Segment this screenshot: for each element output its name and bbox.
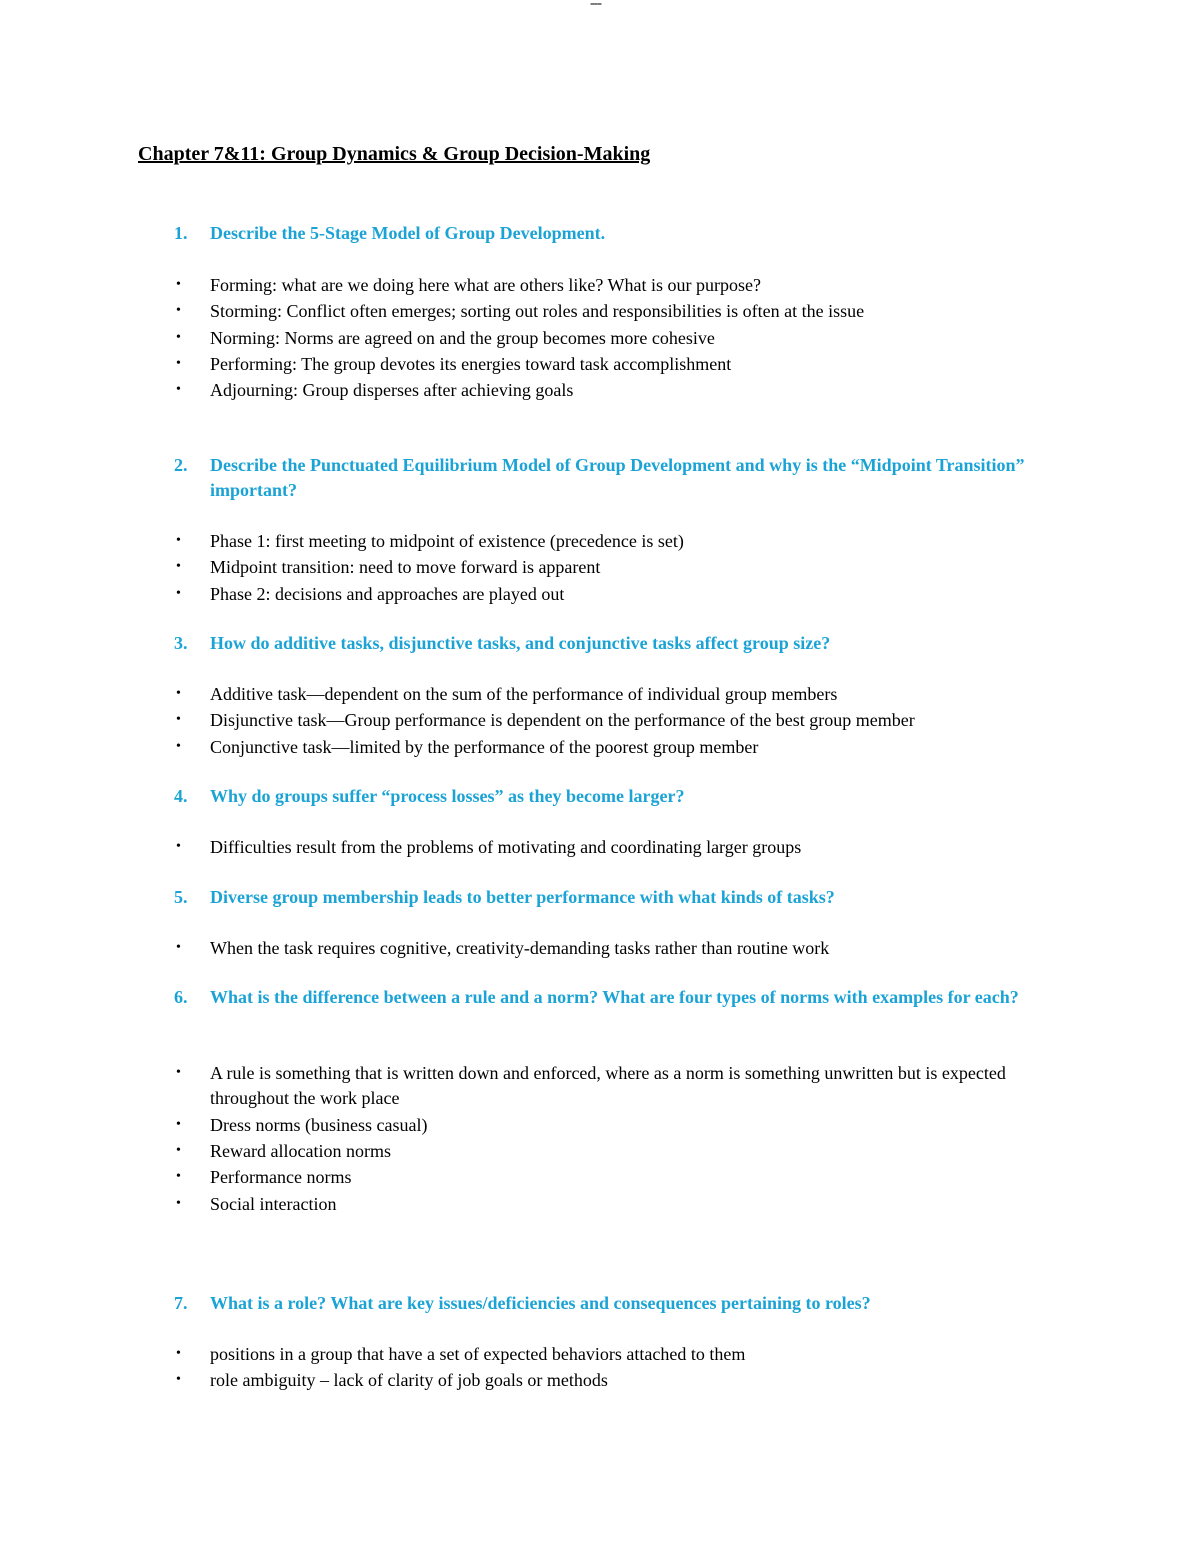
question-number: 4.: [174, 786, 188, 806]
answer-text: Norming: Norms are agreed on and the group becomes more cohesive: [210, 327, 715, 348]
list-item: [174, 325, 1074, 351]
bullet-icon: •: [176, 940, 181, 955]
question-6: [174, 985, 1044, 1010]
list-item: [174, 935, 1074, 961]
bullet-icon: •: [176, 712, 181, 728]
answer-text: Midpoint transition: need to move forward is apparent: [210, 557, 601, 578]
bullet-icon: •: [176, 1169, 181, 1185]
question-3: [174, 631, 1044, 656]
answer-text: Disjunctive task—Group performance is dependent on the performance of the best group member: [210, 710, 915, 731]
answer-text: Phase 2: decisions and approaches are played out: [210, 583, 565, 604]
bullet-icon: •: [176, 1065, 181, 1080]
answer-list-4: [174, 834, 1074, 860]
bullet-icon: •: [176, 1116, 181, 1132]
bullet-icon: •: [176, 329, 181, 345]
bullet-icon: •: [176, 1372, 181, 1388]
answer-text: Storming: Conflict often emerges; sorting out roles and responsibilities is often at the issue: [210, 301, 865, 322]
bullet-icon: •: [176, 533, 181, 548]
list-item: [174, 1341, 1074, 1367]
answer-list-6: [174, 1061, 1074, 1217]
answer-text: Conjunctive task—limited by the performance of the poorest group member: [210, 736, 759, 757]
question-2: [174, 453, 1044, 502]
question-1: [174, 221, 1044, 246]
list-item: [174, 377, 1074, 403]
answer-list-5: [174, 935, 1074, 961]
bullet-icon: •: [176, 1143, 181, 1159]
answer-list-1: [174, 272, 1074, 403]
page-header-mark: ---: [590, 0, 601, 11]
question-text: Describe the 5-Stage Model of Group Development.: [210, 223, 606, 243]
question-text: How do additive tasks, disjunctive tasks, and conjunctive tasks affect group size?: [210, 633, 831, 653]
question-text: What is the difference between a rule and a norm? What are four types of norms with examples for each?: [210, 987, 1019, 1007]
list-item: [174, 707, 1074, 733]
list-item: [174, 1164, 1074, 1190]
list-item: [174, 581, 1074, 607]
bullet-icon: •: [176, 355, 181, 371]
question-text: Describe the Punctuated Equilibrium Model of Group Development and why is the “Midpoint Transition” important?: [210, 455, 1025, 500]
question-number: 1.: [174, 223, 188, 243]
bullet-icon: •: [176, 559, 181, 575]
list-item: [174, 528, 1074, 554]
question-number: 7.: [174, 1293, 188, 1313]
list-item: [174, 1367, 1074, 1393]
answer-list-7: [174, 1341, 1074, 1394]
question-text: What is a role? What are key issues/deficiencies and consequences pertaining to roles?: [210, 1293, 871, 1313]
question-number: 6.: [174, 987, 188, 1007]
answer-text: Phase 1: first meeting to midpoint of existence (precedence is set): [210, 531, 684, 551]
answer-text: Performance norms: [210, 1167, 352, 1188]
list-item: [174, 272, 1074, 298]
list-item: [174, 1112, 1074, 1138]
list-item: [174, 1061, 1040, 1112]
answer-text: Difficulties result from the problems of motivating and coordinating larger groups: [210, 837, 802, 857]
list-item: [174, 351, 1074, 377]
question-number: 2.: [174, 455, 188, 475]
bullet-icon: •: [176, 1346, 181, 1361]
question-number: 3.: [174, 633, 188, 653]
question-text: Why do groups suffer “process losses” as they become larger?: [210, 786, 685, 806]
answer-text: Forming: what are we doing here what are others like? What is our purpose?: [210, 275, 761, 295]
answer-text: Reward allocation norms: [210, 1141, 391, 1162]
answer-list-3: [174, 681, 1074, 760]
answer-text: Adjourning: Group disperses after achieving goals: [210, 380, 574, 401]
question-4: [174, 784, 1044, 809]
bullet-icon: •: [176, 382, 181, 398]
answer-list-2: [174, 528, 1074, 607]
bullet-icon: •: [176, 738, 181, 754]
question-5: [174, 885, 1044, 910]
bullet-icon: •: [176, 839, 181, 854]
answer-text: When the task requires cognitive, creativity-demanding tasks rather than routine work: [210, 938, 830, 958]
document-title: Chapter 7&11: Group Dynamics & Group Decision-Making: [138, 143, 651, 165]
answer-text: Additive task—dependent on the sum of the performance of individual group members: [210, 684, 838, 704]
list-item: [174, 554, 1074, 580]
bullet-icon: •: [176, 585, 181, 601]
answer-text: Performing: The group devotes its energies toward task accomplishment: [210, 353, 732, 374]
list-item: [174, 1138, 1074, 1164]
answer-text: Dress norms (business casual): [210, 1114, 428, 1135]
bullet-icon: •: [176, 686, 181, 701]
answer-text: positions in a group that have a set of expected behaviors attached to them: [210, 1344, 746, 1364]
question-7: [174, 1291, 1044, 1316]
list-item: [174, 734, 1074, 760]
list-item: [174, 681, 1074, 707]
answer-text: Social interaction: [210, 1193, 337, 1214]
answer-text: A rule is something that is written down and enforced, where as a norm is something unwritten but is expected throughout the work place: [210, 1063, 1006, 1108]
answer-text: role ambiguity – lack of clarity of job goals or methods: [210, 1370, 608, 1391]
bullet-icon: •: [176, 277, 181, 292]
question-number: 5.: [174, 887, 188, 907]
list-item: [174, 298, 1074, 324]
bullet-icon: •: [176, 1195, 181, 1211]
list-item: [174, 834, 1074, 860]
question-text: Diverse group membership leads to better performance with what kinds of tasks?: [210, 887, 835, 907]
list-item: [174, 1191, 1074, 1217]
bullet-icon: •: [176, 303, 181, 319]
